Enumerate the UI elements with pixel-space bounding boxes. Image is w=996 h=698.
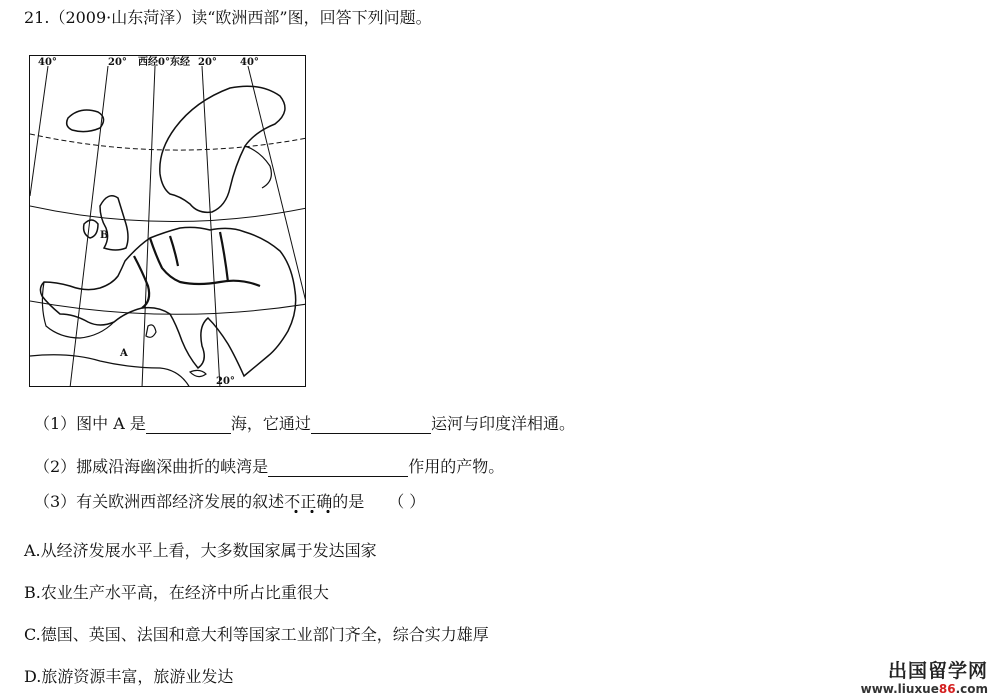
map-label: 西经0° [138, 57, 170, 68]
parallel-line [30, 206, 306, 222]
point-b-label: B [100, 230, 109, 241]
option-a[interactable]: A.从经济发展水平上看，大多数国家属于发达国家 [24, 541, 377, 560]
q1-blank-1[interactable] [146, 417, 231, 434]
iceland-outline [67, 110, 104, 132]
url-accent: 86 [938, 682, 956, 696]
q3-answer-paren[interactable]: （ ） [388, 492, 426, 511]
map-label: 东经 [170, 57, 190, 68]
sub-question-1 [34, 414, 575, 434]
sub-question-3 [34, 492, 425, 514]
meridian-line [202, 66, 220, 387]
border-line [220, 232, 228, 282]
border-line [150, 238, 260, 286]
meridian-line [248, 66, 306, 306]
map-label: 20° [108, 57, 127, 68]
border-line [170, 236, 178, 266]
great-britain-outline [100, 196, 128, 250]
point-a-label: A [120, 348, 128, 359]
q3-after: 的是 [332, 492, 365, 511]
option-d[interactable]: D.旅游资源丰富，旅游业发达 [24, 667, 234, 686]
watermark-url [861, 682, 988, 696]
url-suffix: .com [955, 682, 988, 696]
q1-mid: 海，它通过 [230, 414, 311, 433]
q3-emphasis: 不正确 [284, 492, 332, 514]
sub-question-2 [34, 457, 504, 477]
q1-suffix: 运河与印度洋相通。 [430, 414, 575, 433]
q3-before: （3）有关欧洲西部经济发展的叙述 [34, 492, 285, 511]
island-outline [146, 325, 156, 337]
europe-west-map [29, 55, 306, 387]
map-label: 40° [240, 57, 259, 68]
q2-suffix: 作用的产物。 [408, 457, 505, 476]
url-prefix: www.liuxue [860, 682, 939, 696]
island-outline [190, 370, 206, 376]
site-watermark [861, 660, 988, 696]
meridian-line [70, 66, 108, 387]
arctic-circle-line [30, 134, 306, 150]
q1-blank-2[interactable] [311, 417, 431, 434]
map-label: 20° [198, 57, 217, 68]
question-title: 21.（2009·山东菏泽）读“欧洲西部”图，回答下列问题。 [24, 8, 432, 27]
meridian-line [30, 66, 48, 196]
q2-prefix: （2）挪威沿海幽深曲折的峡湾是 [34, 457, 269, 476]
scandinavia-outline [160, 86, 285, 212]
option-b[interactable]: B.农业生产水平高，在经济中所占比重很大 [24, 583, 329, 602]
meridian-line [142, 66, 155, 387]
finland-border [245, 146, 271, 188]
map-label: 40° [38, 57, 57, 68]
q2-blank[interactable] [268, 460, 408, 477]
q1-prefix: （1）图中 A 是 [34, 414, 146, 433]
watermark-text: 出国留学网 [887, 660, 988, 682]
mainland-europe-outline [40, 227, 295, 376]
map-label: 20° [216, 376, 235, 387]
ireland-outline [84, 220, 98, 238]
africa-coast-outline [30, 355, 190, 387]
option-c[interactable]: C.德国、英国、法国和意大利等国家工业部门齐全，综合实力雄厚 [24, 625, 489, 644]
iberia-outline [42, 282, 114, 338]
map-graphic [30, 56, 306, 387]
